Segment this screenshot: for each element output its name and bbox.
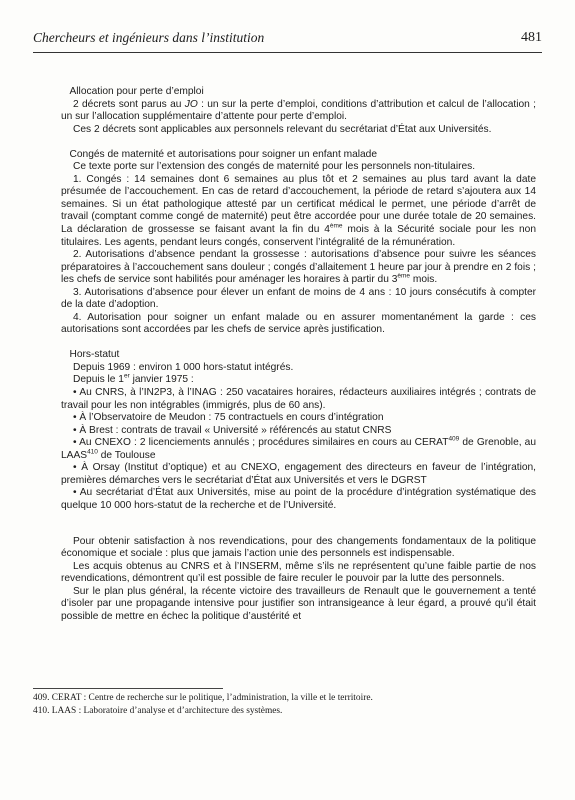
list-item: • Au secrétariat d’État aux Universités, mise au point de la procédure d’intégration systématique des quelque 10 000 hors-statut de la recherche et de l’Université.: [61, 487, 536, 511]
footnote-divider: [33, 688, 223, 689]
list-item: 2. Autorisations d’absence pendant la grossesse : autorisations d’absence pour suivre les séances préparatoires à l’accouchement sans douleur ; congés d’allaitement 1 heure par jour à prendre en 2 fois ; les chefs de service sont habilités pour aménager les horaires à partir du 3ème mois.: [61, 249, 536, 286]
section-heading-allocation: Allocation pour perte d’emploi: [69, 86, 204, 97]
footnote-410: 410. LAAS : Laboratoire d’analyse et d’architecture des systèmes.: [33, 706, 283, 716]
list-item: • À Brest : contrats de travail « Université » référencés au statut CNRS: [73, 424, 392, 436]
list-item: • Au CNEXO : 2 licenciements annulés ; procédures similaires en cours au CERAT$^{409}$ de Grenoble, au LAAS$^{410}$ de Toulouse: [61, 435, 536, 461]
footnote-ref-410: 410: [87, 448, 98, 456]
paragraph: Les acquis obtenus au CNRS et à l’INSERM, même s’ils ne représentent qu’une faible partie de nos revendications, démontrent qu’il est possible de faire reculer le pouvoir par la lutte des personnels.: [61, 560, 536, 585]
list-item: 1. Congés : 14 semaines dont 6 semaines au plus tôt et 2 semaines au plus tard avant la date présumée de l’accouchement. En cas de retard d’accouchement, la période de retard s’ajoutera aux 14 semaines. Si un état pathologique attesté par un certificat médical le permet, une période d’arrêt de travail (comptant comme congé de maternité) peut être accordée pour une durée totale de 20 semaines. La déclaration de grossesse se faisant avant la fin du 4ème mois à la Sécurité sociale pour les non titulaires. Les agents, pendant leurs congés, conservent l’intégralité de la rémunération.: [61, 173, 536, 248]
section-heading-conges: Congés de maternité et autorisations pour soigner un enfant malade: [69, 148, 378, 160]
paragraph: Ce texte porte sur l’extension des congés de maternité pour les personnels non-titulaires.: [73, 161, 476, 173]
list-item: 3. Autorisations d’absence pour élever un enfant de moins de 4 ans : 10 jours consécutifs à compter de la date d’adoption.: [61, 286, 536, 311]
paragraph: Pour obtenir satisfaction à nos revendications, pour des changements fondamentaux de la politique économique et sociale : plus que jamais l’action unie des personnels est indispensable.: [61, 535, 536, 560]
page-header: [33, 30, 542, 53]
footnote-ref-409: 409: [448, 435, 460, 443]
list-item: • À Orsay (Institut d’optique) et au CNEXO, engagement des directeurs en faveur de l’intégration, premières démarches vers le secrétariat d’État aux Universités et vers le DGRST: [61, 462, 536, 486]
paragraph: Depuis 1969 : environ 1 000 hors-statut intégrés.: [73, 361, 294, 373]
list-item: 4. Autorisation pour soigner un enfant malade ou en assurer momentanément la garde : ces autorisations sont accordées par les chefs de service après justification.: [61, 311, 536, 336]
section-conclusion: [61, 536, 536, 624]
paragraph: 2 décrets sont parus au JO : un sur la perte d’emploi, conditions d’attribution et calcul de l’allocation ; un sur l’allocation supplémentaire d’attente pour perte d’emploi.: [61, 98, 536, 123]
list-item: • À l’Observatoire de Meudon : 75 contractuels en cours d’intégration: [73, 412, 384, 424]
list-item: • Au CNRS, à l’IN2P3, à l’INAG : 250 vacataires horaires, rédacteurs auxiliaires intégrés ; contrats de travail pour les non intégrables (immigrés, plus de 60 ans).: [61, 387, 536, 411]
paragraph: Depuis le 1er janvier 1975 :: [73, 373, 194, 386]
section-hors-statut: [61, 349, 536, 512]
footnotes: [33, 692, 533, 718]
paragraph: Sur le plan plus général, la récente victoire des travailleurs de Renault que le gouvernement a tenté d’isoler par une propagande intensive pour justifier son intransigeance à leur égard, a prouvé qu’il était possible de mettre en échec la politique d’austérité et: [61, 585, 536, 622]
section-conges: [61, 149, 536, 337]
running-title: Chercheurs et ingénieurs dans l’institution: [33, 30, 265, 45]
page-number: 481: [521, 30, 542, 45]
section-allocation: [61, 86, 536, 136]
journal-abbreviation: JO: [184, 98, 198, 110]
page-body: [61, 86, 536, 623]
section-heading-hors-statut: Hors-statut: [69, 349, 120, 361]
footnote-409: 409. CERAT : Centre de recherche sur le politique, l’administration, la ville et le territoire.: [33, 693, 373, 703]
paragraph: Ces 2 décrets sont applicables aux personnels relevant du secrétariat d’État aux Universités.: [73, 123, 492, 135]
